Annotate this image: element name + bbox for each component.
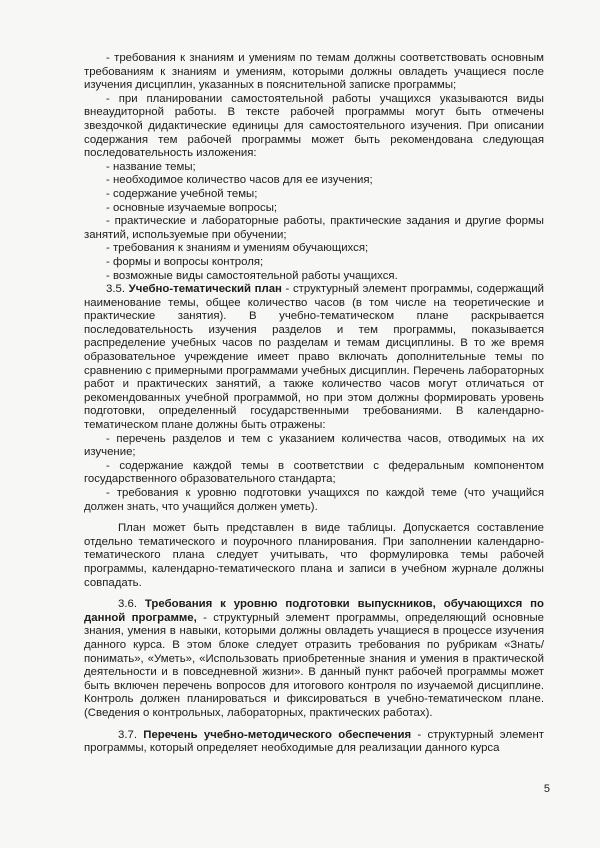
list-item: - перечень разделов и тем с указанием количества часов, отводимых на их изучение; — [84, 432, 544, 459]
list-item: - практические и лабораторные работы, практические задания и другие формы занятий, используемые при обучении; — [84, 215, 544, 241]
list-item: - содержание каждой темы в соответствии с федеральным компонентом государственного образовательного стандарта; — [84, 459, 544, 486]
section-heading: Требования к уровню подготовки выпускников, обучающихся по данной программе, — [84, 598, 544, 624]
list-item: - название темы; — [106, 160, 196, 173]
section-heading: Перечень учебно-методического обеспечения — [143, 728, 412, 741]
page-number: 5 — [543, 783, 550, 795]
section-number: 3.7. — [118, 728, 144, 741]
section-number: 3.5. — [106, 283, 129, 296]
section-text: - структурный элемент программы, который определяет необходимые для реализации данного курса — [84, 728, 544, 755]
paragraph: - требования к знаниям и умениям по темам должны соответствовать основным требованиям к знаниям и умениям, которыми должны овладеть учащиеся после изучения дисциплин, указанных в пояснительной записке программы; — [84, 52, 544, 92]
paragraph: - при планировании самостоятельной работы учащихся указываются виды внеаудиторной работы. В тексте рабочей программы могут быть отмечены звездочкой дидактические единицы для самостоятельного изучения. При описании содержания тем рабочей программы может быть рекомендована следующая последовательность изложения: — [84, 92, 544, 160]
list-item: - содержание учебной темы; — [106, 187, 258, 200]
paragraph: План может быть представлен в виде таблицы. Допускается составление отдельно тематического и поурочного планирования. При заполнении календарно-тематического плана следует учитывать, что формулировка темы рабочей программы, календарно-тематического плана и записи в учебном журнале должны совпадать. — [84, 522, 544, 589]
list-item: - требования к уровню подготовки учащихся по каждой теме (что учащийся должен знать, что учащийся должен уметь). — [84, 487, 544, 513]
section-3-5 — [84, 283, 544, 433]
section-text: - структурный элемент программы, содержащий наименование темы, общее количество часов (в том числе на теоретические и практические занятия). В учебно-тематическом плане раскрывается последовательность изучения разделов и тем программы, показывается распределение учебных часов по разделам и темам дисциплины. В то же время образовательное учреждение имеет право включать дополнительные темы по сравнению с примерными программами учебных дисциплин. Перечень лабораторных работ и практических занятий, а также количество часов могут отличаться от рекомендованных учебной программой, но при этом должны формировать уровень подготовки, определенный государственными требованиями. В календарно-тематическом плане должны быть отражены: — [84, 283, 544, 432]
body-text — [84, 52, 544, 756]
section-3-7 — [84, 729, 544, 756]
section-3-6 — [84, 598, 544, 720]
list-item: - требования к знаниям и умениям обучающихся; — [106, 242, 369, 255]
section-text: - структурный элемент программы, определяющий основные знания, умения в навыки, которыми должны овладеть учащиеся в процессе изучения данного курса. В этом блоке следует отразить требования по рубрикам «Знать/понимать», «Уметь», «Использовать приобретенные знания и умения в практической деятельности и в повседневной жизни». В данный пункт рабочей программы может быть включен перечень вопросов для итогового контроля по изучаемой дисциплине. Контроль должен планироваться и фиксироваться в учебно-тематическом плане. (Сведения о контрольных, лабораторных, практических работах). — [84, 611, 545, 719]
section-number: 3.6. — [118, 598, 145, 611]
list-item: - формы и вопросы контроля; — [106, 255, 264, 268]
list-item: - необходимое количество часов для ее изучения; — [106, 174, 373, 187]
list-item: - основные изучаемые вопросы; — [106, 201, 278, 214]
section-heading: Учебно-тематический план — [128, 283, 282, 296]
list-item: - возможные виды самостоятельной работы учащихся. — [106, 269, 398, 282]
